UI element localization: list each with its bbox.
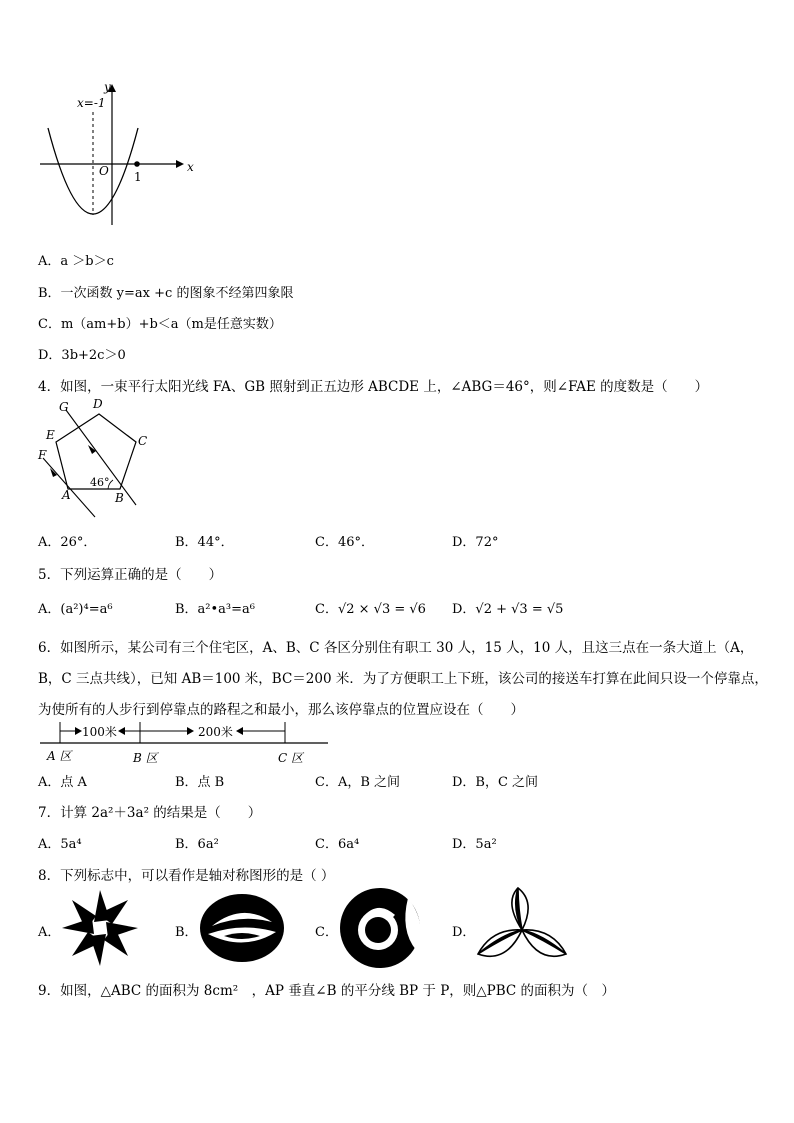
q5-option-d: D．√2 + √3 = √5 (452, 602, 564, 617)
q4-option-c: C．46°． (315, 535, 374, 550)
distance-ab: 100米 (82, 725, 117, 739)
q9-stem: 9．如图，△ABC 的面积为 8cm² ，AP 垂直∠B 的平分线 BP 于 P，则△PBC 的面积为（ ） (38, 983, 616, 999)
label-c: C (138, 434, 148, 448)
q4-option-b: B．44°． (175, 535, 234, 550)
q7-option-d: D．5a² (452, 837, 497, 852)
q7-stem: 7．计算 2a²＋3a² 的结果是（ ） (38, 805, 262, 821)
label-f: F (38, 448, 47, 462)
symmetry-axis-label: x=-1 (77, 96, 106, 110)
distance-bc: 200米 (198, 725, 233, 739)
angle-label: 46° (90, 476, 110, 489)
q6-line-3: 为使所有的人步行到停靠点的路程之和最小，那么该停靠点的位置应设在（ ） (38, 702, 524, 718)
q6-line-1: 6．如图所示，某公司有三个住宅区，A、B、C 各区分别住有职工 30 人，15 人，10 人，且这三点在一条大道上（A， (38, 640, 754, 656)
q4-stem: 4．如图，一束平行太阳光线 FA、GB 照射到正五边形 ABCDE 上，∠ABG＝46°，则∠FAE 的度数是（ ） (38, 379, 709, 395)
label-a: A (62, 488, 71, 502)
q7-option-a: A．5a⁴ (38, 837, 82, 852)
q6-option-b: B．点 B (175, 775, 225, 790)
label-b: B (115, 491, 124, 505)
q8-option-a: A． (38, 925, 61, 940)
q7-option-b: B．6a² (175, 837, 219, 852)
q3-option-d: D．3b+2c＞0 (38, 348, 126, 363)
q6-option-d: D．B，C 之间 (452, 775, 539, 790)
q3-option-b: B．一次函数 y=ax +c 的图象不经第四象限 (38, 286, 294, 301)
q8-option-b: B． (175, 925, 198, 940)
label-d: D (93, 397, 103, 411)
q4-option-a: A．26°． (38, 535, 97, 550)
label-g: G (59, 400, 69, 414)
q7-option-c: C．6a⁴ (315, 837, 360, 852)
zone-b: B 区 (133, 751, 158, 765)
q3-option-c: C．m（am+b）+b＜a（m是任意实数） (38, 317, 282, 332)
q6-option-a: A．点 A (38, 775, 87, 790)
point-one-label: 1 (134, 170, 142, 184)
q3-option-a: A．a ＞b＞c (38, 254, 114, 269)
q5-stem: 5．下列运算正确的是（ ） (38, 567, 223, 583)
q8-option-c: C． (315, 925, 338, 940)
origin-label: O (99, 164, 109, 178)
y-axis-label: y (104, 80, 111, 94)
q4-option-d: D．72° (452, 535, 499, 550)
q5-option-a: A．(a²)⁴=a⁶ (38, 602, 113, 617)
label-e: E (46, 428, 55, 442)
x-axis-label: x (187, 160, 194, 174)
q6-line-2: B，C 三点共线），已知 AB＝100 米，BC＝200 米．为了方便职工上下班，该公司的接送车打算在此间只设一个停靠点， (38, 671, 768, 687)
zone-a: A 区 (47, 749, 72, 763)
q6-option-c: C．A，B 之间 (315, 775, 401, 790)
q5-option-c: C．√2 × √3 = √6 (315, 602, 426, 617)
zone-c: C 区 (278, 751, 303, 765)
q5-option-b: B．a²•a³=a⁶ (175, 602, 255, 617)
q8-stem: 8．下列标志中，可以看作是轴对称图形的是（ ） (38, 868, 335, 884)
q8-option-d: D． (452, 925, 476, 940)
